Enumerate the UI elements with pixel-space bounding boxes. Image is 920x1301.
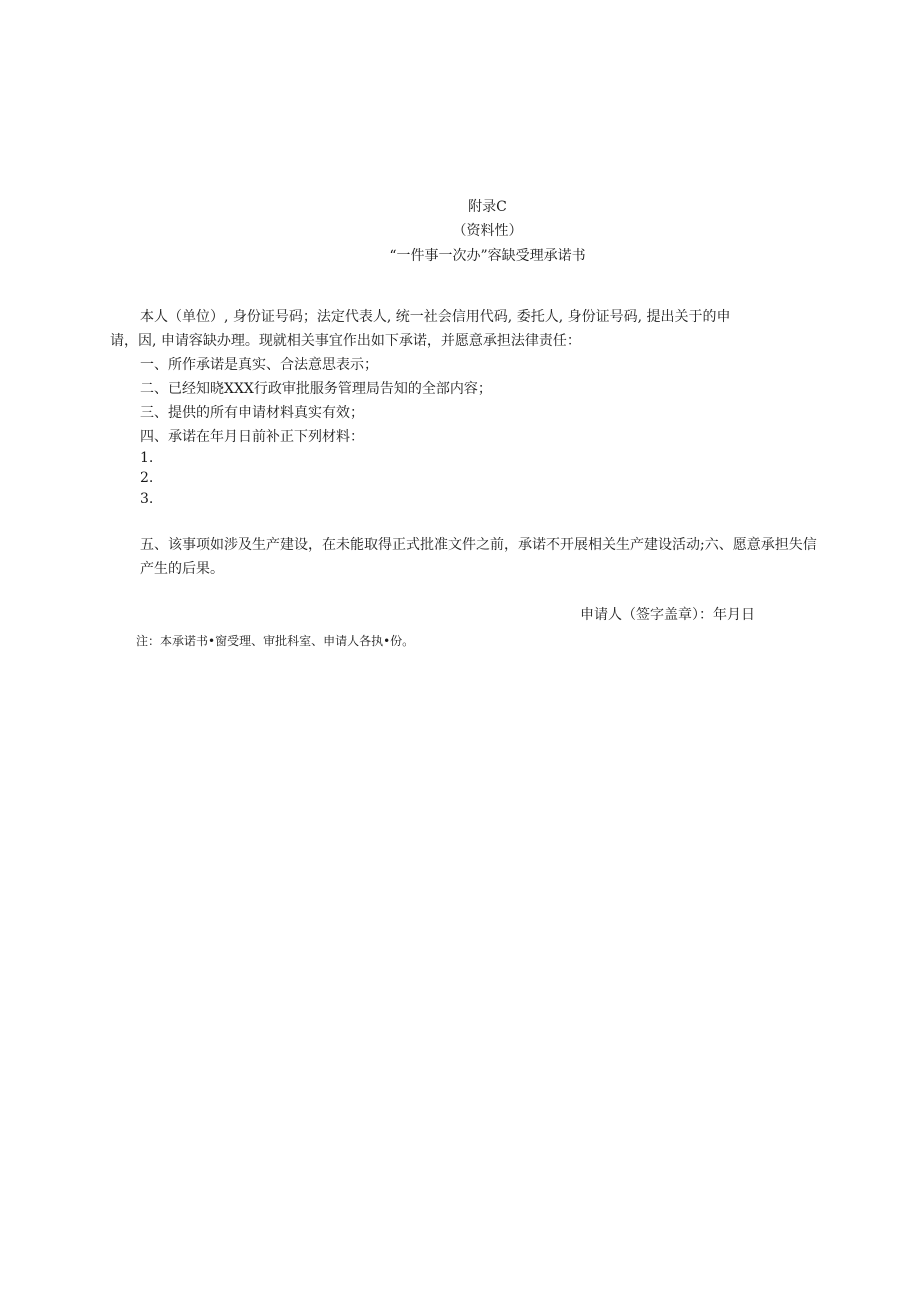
- document-title: “一件事一次办”容缺受理承诺书: [389, 248, 586, 264]
- pledge-item-3: 三、提供的所有申请材料真实有效；: [140, 405, 364, 421]
- pledge-item-4: 四、承诺在年月日前补正下列材料：: [140, 429, 364, 445]
- material-item-1: 1.: [140, 450, 154, 466]
- pledge-item-2: 二、已经知晓XXX行政审批服务管理局告知的全部内容；: [140, 381, 492, 397]
- pledge-item-5-line-2: 产生的后果。: [140, 561, 224, 577]
- intro-line-2: 请，因, 申请容缺办理。现就相关事宜作出如下承诺，并愿意承担法律责任：: [110, 333, 581, 349]
- appendix-label: 附录C: [468, 199, 507, 215]
- material-item-3: 3.: [140, 491, 154, 507]
- material-item-2: 2.: [140, 470, 154, 486]
- intro-line-1: 本人（单位）, 身份证号码；法定代表人, 统一社会信用代码, 委托人, 身份证号码, 提出关于的申: [140, 309, 731, 325]
- pledge-item-5-line-1: 五、该事项如涉及生产建设，在未能取得正式批准文件之前，承诺不开展相关生产建设活动;六、愿意承担失信: [140, 537, 817, 553]
- applicant-signature: 申请人（签字盖章）：年月日: [580, 607, 755, 623]
- appendix-nature: （资料性）: [452, 223, 523, 239]
- pledge-item-1: 一、所作承诺是真实、合法意思表示；: [140, 357, 378, 373]
- footnote: 注：本承诺书•窗受理、审批科室、申请人各执•份。: [136, 634, 415, 648]
